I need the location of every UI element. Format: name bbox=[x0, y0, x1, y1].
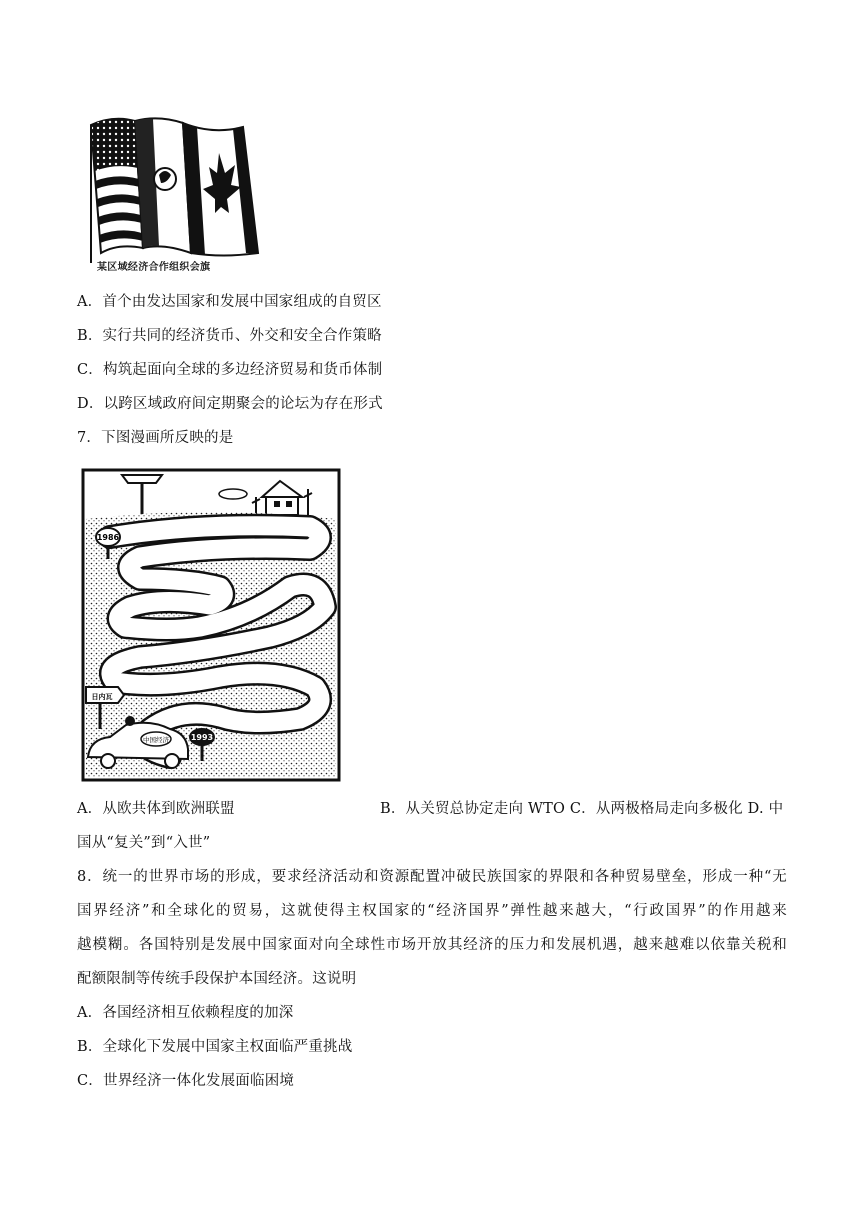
q8-stem-line-2: 国界经济”和全球化的贸易，这就使得主权国家的“经济国界”弹性越来越大，“行政国界”的作用越来 bbox=[77, 903, 787, 919]
svg-text:1986: 1986 bbox=[96, 533, 120, 542]
q8-option-a: A．各国经济相互依赖程度的加深 bbox=[77, 1005, 294, 1021]
svg-text:日内瓦: 日内瓦 bbox=[91, 693, 113, 701]
flag-caption: 某区域经济合作组织会旗 bbox=[97, 262, 211, 273]
svg-text:1993: 1993 bbox=[190, 733, 214, 742]
q7-option-a: A．从欧共体到欧洲联盟 bbox=[77, 801, 235, 817]
maze-cartoon-image bbox=[80, 467, 342, 783]
canada-flag-section bbox=[183, 123, 258, 256]
q8-stem-line-1: 8．统一的世界市场的形成，要求经济活动和资源配置冲破民族国家的界限和各种贸易壁垒，形成一种“无 bbox=[77, 869, 787, 885]
q6-option-b: B．实行共同的经济货币、外交和安全合作策略 bbox=[77, 328, 382, 344]
q8-stem-line-4: 配额限制等传统手段保护本国经济。这说明 bbox=[77, 971, 357, 987]
q7-stem: 7．下图漫画所反映的是 bbox=[77, 430, 234, 446]
q8-stem-line-3: 越模糊。各国特别是发展中国家面对向全球性市场开放其经济的压力和发展机遇，越来越难以依靠关税和 bbox=[77, 937, 787, 953]
mexico-flag-section bbox=[135, 118, 191, 253]
q6-option-d: D．以跨区域政府间定期聚会的论坛为存在形式 bbox=[77, 396, 383, 412]
q6-option-a: A．首个由发达国家和发展中国家组成的自贸区 bbox=[77, 294, 382, 310]
q8-option-c: C．世界经济一体化发展面临困境 bbox=[77, 1073, 295, 1089]
q7-option-d-continued: 国从“复关”到“入世” bbox=[77, 835, 211, 851]
q6-option-c: C．构筑起面向全球的多边经济贸易和货币体制 bbox=[77, 362, 383, 378]
trade-organization-flag-image bbox=[83, 113, 263, 275]
q7-option-bcd: B．从关贸总协定走向 WTO C．从两极格局走向多极化 D. 中 bbox=[380, 801, 784, 817]
q8-option-b: B．全球化下发展中国家主权面临严重挑战 bbox=[77, 1039, 353, 1055]
svg-text:中国经济: 中国经济 bbox=[143, 736, 169, 744]
